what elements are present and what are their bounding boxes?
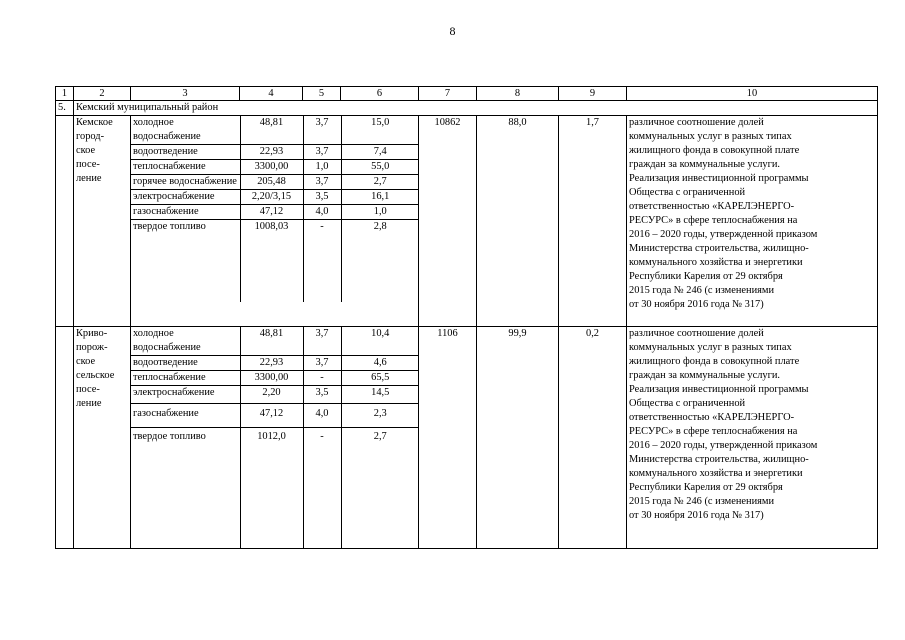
settlement-col9: 1,7	[559, 116, 627, 327]
settlement-name-line: сельское	[76, 370, 115, 381]
utility-col4: 3300,00	[240, 371, 303, 386]
utility-col6: 10,4	[341, 327, 419, 356]
utility-row	[131, 327, 419, 356]
utility-col4: 22,93	[240, 356, 303, 371]
note-line: Республики Карелия от 29 октября	[629, 482, 783, 493]
utility-row	[131, 404, 419, 428]
utility-col6: 1,0	[341, 205, 419, 220]
empty-cell	[56, 116, 74, 327]
utility-col5: 3,7	[303, 327, 341, 356]
settlement-note	[627, 327, 878, 549]
settlement-name-line: город-	[76, 131, 105, 142]
utility-col4: 1008,03	[240, 220, 303, 302]
utility-col4: 47,12	[240, 205, 303, 220]
utility-col6: 15,0	[341, 116, 419, 145]
settlement-col8: 88,0	[477, 116, 559, 327]
utility-block	[131, 116, 419, 327]
note-line: 2016 – 2020 годы, утвержденной приказом	[629, 229, 818, 240]
tariff-table	[55, 86, 878, 549]
note-line: 2015 года № 246 (с изменениями	[629, 285, 775, 296]
utility-col5: 3,7	[303, 145, 341, 160]
header-cell: 2	[74, 87, 131, 101]
utility-col5: 3,5	[303, 190, 341, 205]
settlement-col8: 99,9	[477, 327, 559, 549]
empty-cell	[56, 327, 74, 549]
utility-col5: 3,7	[303, 175, 341, 190]
note-line: Общества с ограниченной	[629, 398, 746, 409]
utility-name: горячее водоснабжение	[131, 175, 240, 190]
utility-col6: 7,4	[341, 145, 419, 160]
note-line: Министерства строительства, жилищно-	[629, 243, 809, 254]
utility-col6: 4,6	[341, 356, 419, 371]
utility-col5: 4,0	[303, 205, 341, 220]
header-cell: 4	[240, 87, 303, 101]
utility-block	[131, 327, 419, 549]
utility-name: газоснабжение	[131, 404, 240, 428]
header-cell: 8	[477, 87, 559, 101]
utility-row	[131, 386, 419, 404]
utility-col4: 2,20/3,15	[240, 190, 303, 205]
utility-col5: 1,0	[303, 160, 341, 175]
header-cell: 1	[56, 87, 74, 101]
utility-name: газоснабжение	[131, 205, 240, 220]
utility-col4: 47,12	[240, 404, 303, 428]
header-cell: 5	[303, 87, 341, 101]
note-line: Реализация инвестиционной программы	[629, 384, 809, 395]
settlement-name	[74, 327, 131, 549]
settlement-row	[56, 116, 878, 327]
utility-name: электроснабжение	[131, 190, 240, 205]
utility-row	[131, 160, 419, 175]
settlement-name-line: Кемское	[76, 117, 113, 128]
settlement-name-line: ление	[76, 398, 102, 409]
page-number: 8	[449, 24, 456, 38]
utility-row	[131, 190, 419, 205]
settlement-name-line: порож-	[76, 342, 108, 353]
utility-name: водоотведение	[131, 145, 240, 160]
utility-row	[131, 428, 419, 548]
utility-name: теплоснабжение	[131, 371, 240, 386]
note-line: различное соотношение долей	[629, 328, 764, 339]
utility-col5: -	[303, 428, 341, 548]
settlement-name-line: посе-	[76, 159, 100, 170]
settlement-name-line: Криво-	[76, 328, 108, 339]
settlement-col7: 1106	[419, 327, 477, 549]
utility-name: холодное водоснабжение	[133, 117, 201, 142]
utility-col4: 1012,0	[240, 428, 303, 548]
settlement-name-line: ское	[76, 145, 96, 156]
note-line: ответственностью «КАРЕЛЭНЕРГО-	[629, 201, 795, 212]
settlement-name	[74, 116, 131, 327]
utility-col4: 22,93	[240, 145, 303, 160]
utility-col6: 16,1	[341, 190, 419, 205]
header-cell: 7	[419, 87, 477, 101]
utility-col4: 3300,00	[240, 160, 303, 175]
header-cell: 3	[131, 87, 240, 101]
utility-name: электроснабжение	[131, 386, 240, 404]
utility-col5: 4,0	[303, 404, 341, 428]
utility-col4: 48,81	[240, 327, 303, 356]
settlement-col7: 10862	[419, 116, 477, 327]
utility-col4: 2,20	[240, 386, 303, 404]
note-line: 2015 года № 246 (с изменениями	[629, 496, 775, 507]
utility-name: твердое топливо	[131, 428, 240, 548]
utility-row	[131, 371, 419, 386]
note-line: жилищного фонда в совокупной плате	[629, 145, 800, 156]
note-line: коммунального хозяйства и энергетики	[629, 257, 803, 268]
utility-col5: -	[303, 371, 341, 386]
note-line: 2016 – 2020 годы, утвержденной приказом	[629, 440, 818, 451]
note-line: ответственностью «КАРЕЛЭНЕРГО-	[629, 412, 795, 423]
note-line: Реализация инвестиционной программы	[629, 173, 809, 184]
utility-col5: 3,7	[303, 356, 341, 371]
header-cell: 9	[559, 87, 627, 101]
utility-col5: -	[303, 220, 341, 302]
utility-col6: 14,5	[341, 386, 419, 404]
utility-col6: 55,0	[341, 160, 419, 175]
utility-col6: 2,8	[341, 220, 419, 302]
note-line: различное соотношение долей	[629, 117, 764, 128]
utility-name: твердое топливо	[131, 220, 240, 302]
header-cell: 6	[341, 87, 419, 101]
settlement-name-line: ское	[76, 356, 96, 367]
utility-col6: 2,7	[341, 428, 419, 548]
note-line: жилищного фонда в совокупной плате	[629, 356, 800, 367]
utility-col4: 48,81	[240, 116, 303, 145]
utility-col5: 3,5	[303, 386, 341, 404]
note-line: граждан за коммунальные услуги.	[629, 159, 781, 170]
note-line: от 30 ноября 2016 года № 317)	[629, 510, 764, 521]
settlement-name-line: ление	[76, 173, 102, 184]
settlement-col9: 0,2	[559, 327, 627, 549]
settlement-row	[56, 327, 878, 549]
utility-name: водоотведение	[131, 356, 240, 371]
utility-row	[131, 356, 419, 371]
note-line: коммунальных услуг в разных типах	[629, 131, 792, 142]
utility-row	[131, 116, 419, 145]
note-line: Министерства строительства, жилищно-	[629, 454, 809, 465]
header-cell: 10	[627, 87, 878, 101]
utility-name: теплоснабжение	[131, 160, 240, 175]
utility-name: холодное водоснабжение	[133, 328, 201, 353]
utility-row	[131, 145, 419, 160]
utility-row	[131, 205, 419, 220]
settlement-name-line: посе-	[76, 384, 100, 395]
utility-row	[131, 175, 419, 190]
note-line: Общества с ограниченной	[629, 187, 746, 198]
note-line: РЕСУРС» в сфере теплоснабжения на	[629, 215, 798, 226]
note-line: от 30 ноября 2016 года № 317)	[629, 299, 764, 310]
note-line: коммунального хозяйства и энергетики	[629, 468, 803, 479]
utility-col4: 205,48	[240, 175, 303, 190]
utility-row	[131, 220, 419, 302]
section-title: Кемский муниципальный район	[74, 101, 878, 116]
note-line: коммунальных услуг в разных типах	[629, 342, 792, 353]
note-line: граждан за коммунальные услуги.	[629, 370, 781, 381]
utility-col6: 2,3	[341, 404, 419, 428]
note-line: Республики Карелия от 29 октября	[629, 271, 783, 282]
section-number: 5.	[56, 101, 74, 116]
utility-col6: 65,5	[341, 371, 419, 386]
utility-col6: 2,7	[341, 175, 419, 190]
header-row	[56, 87, 878, 101]
section-row	[56, 101, 878, 116]
utility-col5: 3,7	[303, 116, 341, 145]
settlement-note	[627, 116, 878, 327]
note-line: РЕСУРС» в сфере теплоснабжения на	[629, 426, 798, 437]
